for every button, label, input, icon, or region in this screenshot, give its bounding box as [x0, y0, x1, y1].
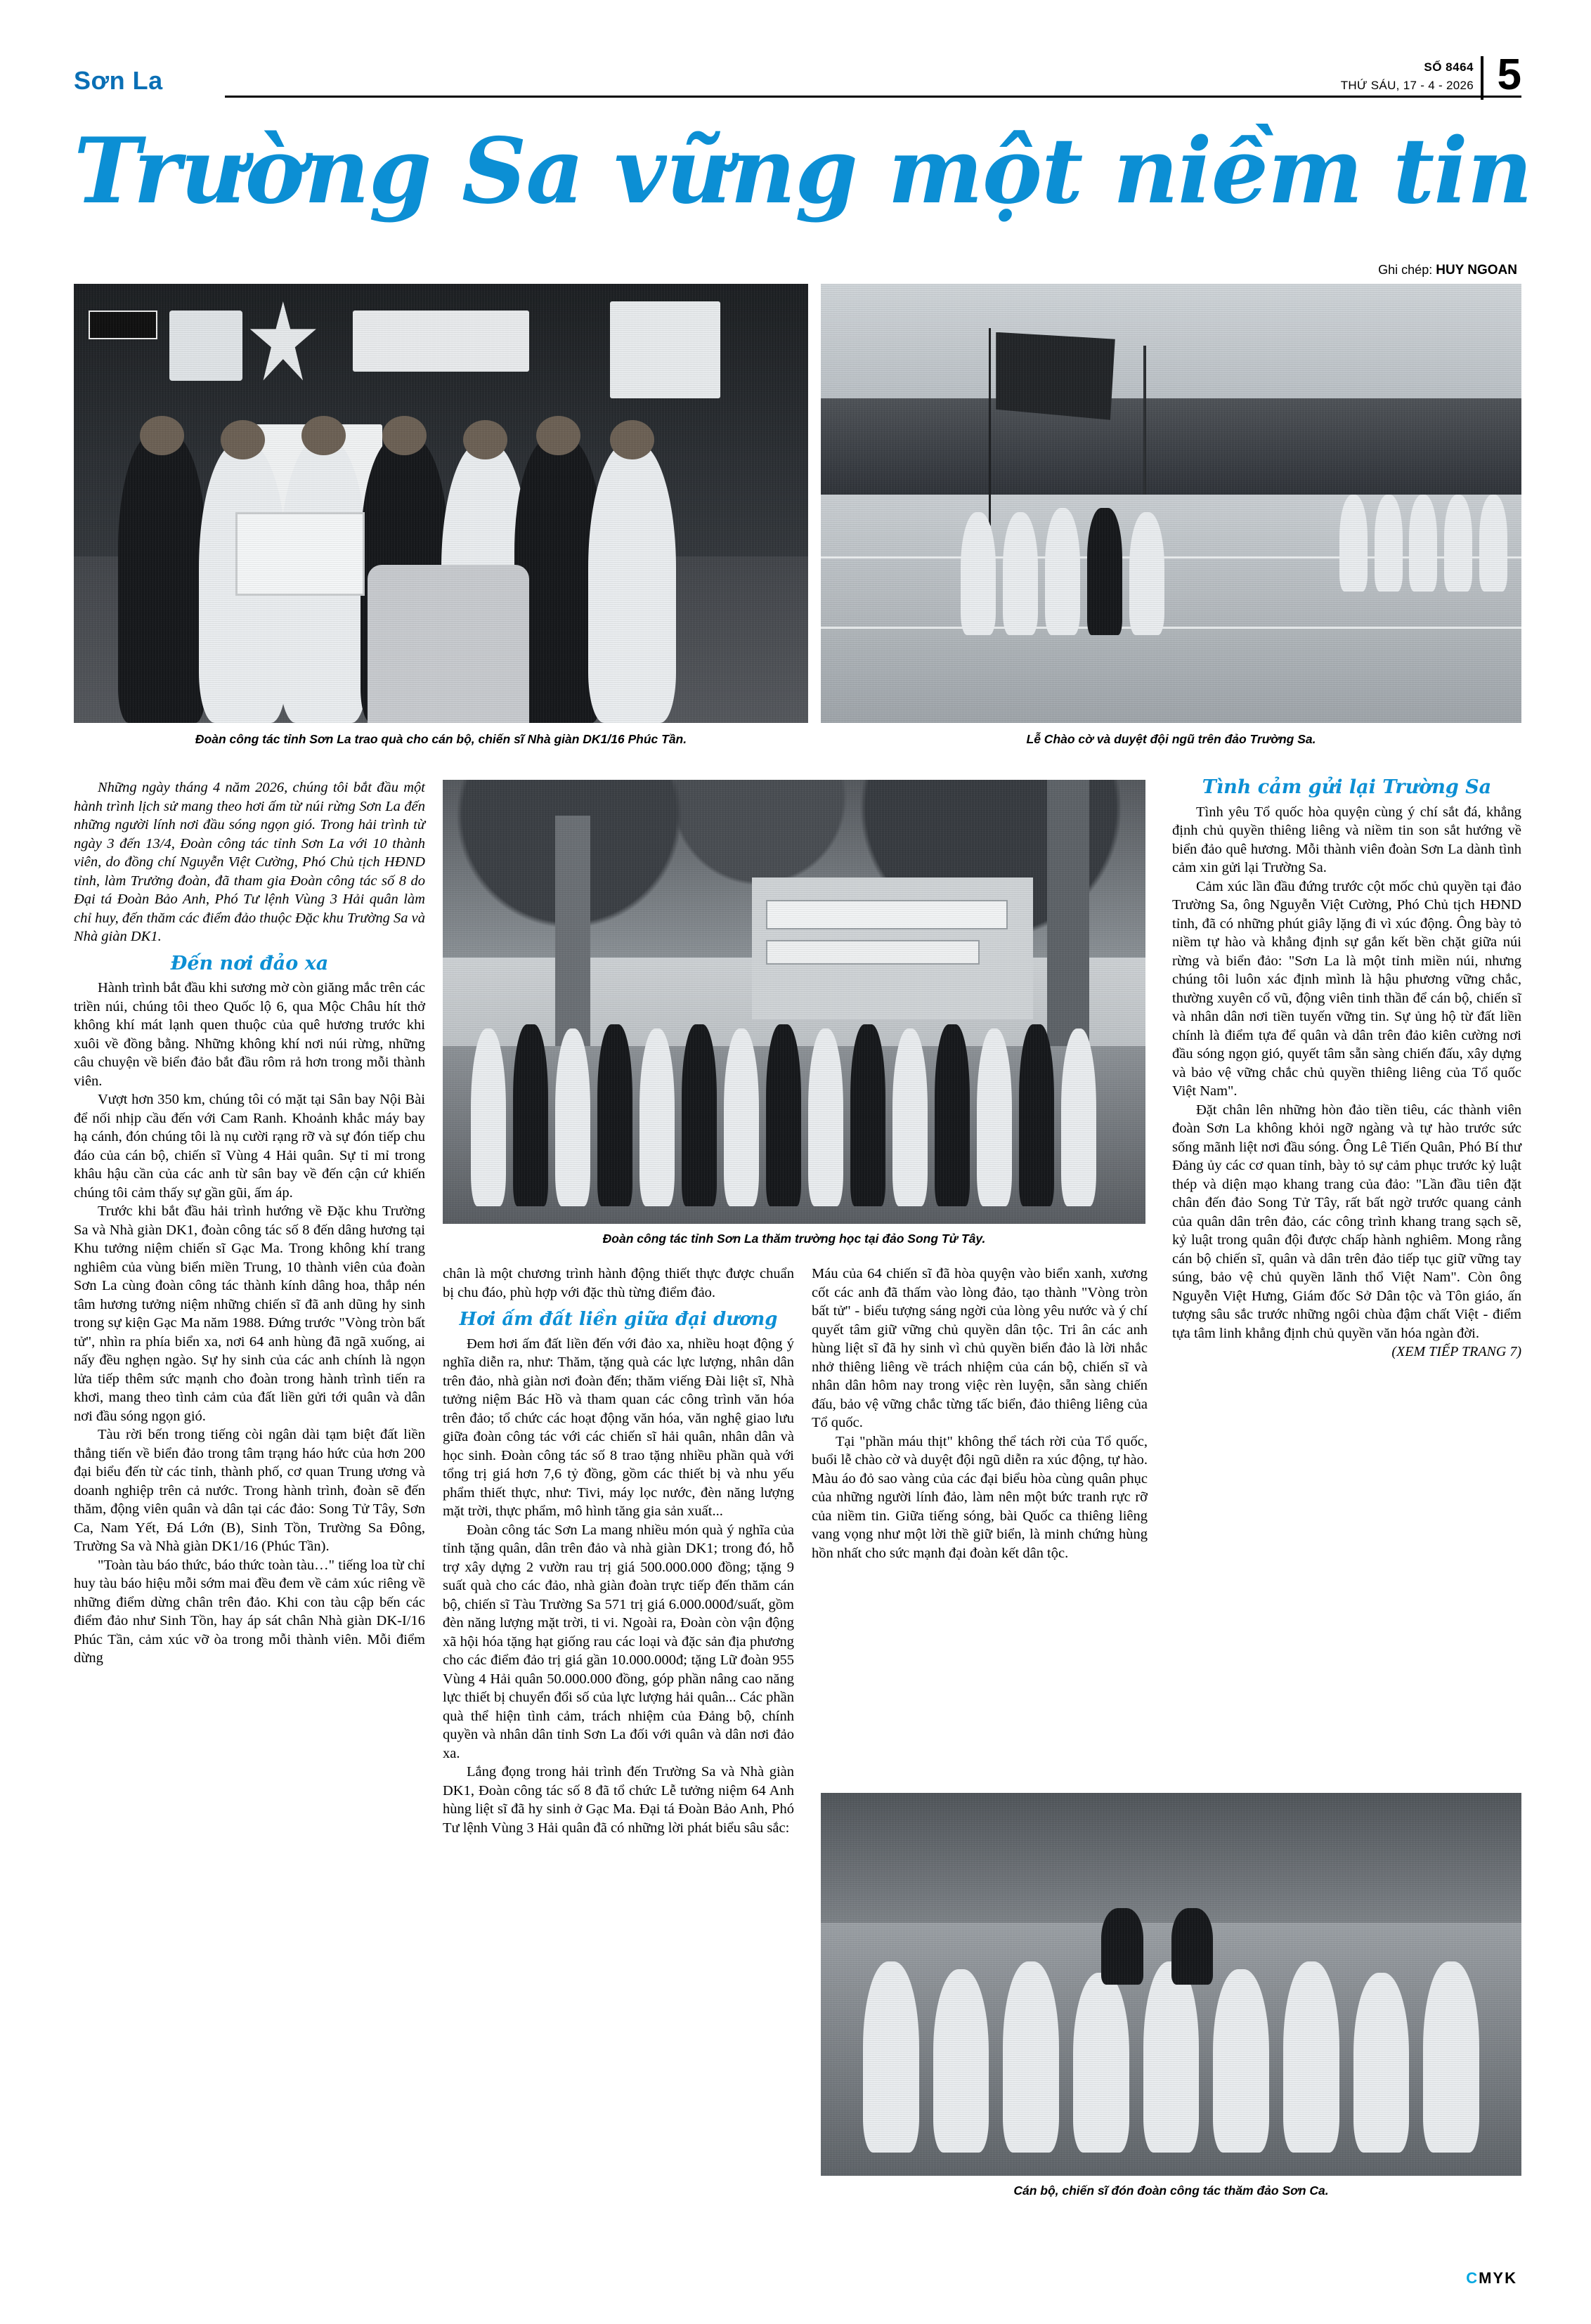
- issue-number: SỐ 8464: [1424, 60, 1474, 74]
- photo3-caption: Đoàn công tác tỉnh Sơn La thăm trường học tại đảo Song Tử Tây.: [602, 1232, 986, 1246]
- paragraph: Hành trình bắt đầu khi sương mờ còn giăng mắc trên các triền núi, chúng tôi theo Quốc lộ 6, qua Mộc Châu hít thở không khí mát lạnh quen thuộc của quê hương trước khi xuôi về đồng bằng. Những không khí nơi núi rừng, những câu chuyện về biển đảo bắt đầu rôm rả hơn trong mỗi thành viên.: [74, 980, 426, 1089]
- photo2-caption: Lễ Chào cờ và duyệt đội ngũ trên đảo Trường Sa.: [1026, 732, 1316, 746]
- photo-school-visit: [443, 780, 1145, 1224]
- byline: [1378, 263, 1517, 278]
- page-number: 5: [1497, 51, 1521, 99]
- photo1-caption: Đoàn công tác tỉnh Sơn La trao quà cho cán bộ, chiến sĩ Nhà giàn DK1/16 Phúc Tần.: [195, 732, 687, 746]
- paragraph: Máu của 64 chiến sĩ đã hòa quyện vào biển xanh, xương cốt các anh đã thấm vào lòng đảo, tạo thành "Vòng tròn bất tử" - biểu tượng sáng ngời của lòng yêu nước và ý chí quyết tâm giữ vững chủ quyền dân tộc. Tri ân các anh hùng liệt sĩ đã hy sinh vì chủ quyền biển đảo là lời nhắc nhở thiêng liêng về trách nhiệm của cán bộ, chiến sĩ và nhân dân hôm nay trong việc rèn luyện, sẵn sàng chiến đấu, bảo vệ vững chắc từng tấc biển, đảo thiêng liêng của Tổ quốc.: [812, 1266, 1148, 1430]
- page-title: Trường Sa vững một niềm tin: [74, 119, 1532, 224]
- photo-son-ca-welcome: [821, 1793, 1521, 2176]
- text-column-3: [812, 1265, 1148, 1562]
- text-column-2: [443, 1265, 794, 1837]
- byline-prefix: Ghi chép:: [1378, 263, 1433, 277]
- cmyk-mark: CMYK: [1466, 2269, 1517, 2287]
- paragraph: Tại "phần máu thịt" không thể tách rời của Tổ quốc, buổi lễ chào cờ và duyệt đội ngũ diễn ra xúc động, tự hào. Màu áo đỏ sao vàng của các đại biểu hòa cùng quân phục của những người lính đảo, làm nên một bức tranh rực rỡ của niềm tin. Giữa tiếng sóng, bài Quốc ca thiêng liêng vang vọng như một lời thề giữ biển, là minh chứng hùng hồn nhất cho sức mạnh đại đoàn kết dân tộc.: [812, 1433, 1148, 1561]
- paragraph: Đem hơi ấm đất liền đến với đảo xa, nhiều hoạt động ý nghĩa diễn ra, như: Thăm, tặng quà các lực lượng, nhân dân trên đảo, nhà giàn nơi đoàn đến; thăm viếng Đài liệt sĩ, Nhà tưởng niệm Bác Hồ và tham quan các công trình văn hóa trên đảo; tổ chức các hoạt động văn hóa, văn nghệ giao lưu giữa đoàn công tác với các chiến sĩ hải quân, nhân dân và học sinh. Đoàn công tác số 8 trao tặng nhiều phần quà với tổng trị giá hơn 7,6 tỷ đồng, gồm các thiết bị và nhu yếu phẩm thiết thực, như: Tivi, máy lọc nước, đèn năng lượng mặt trời, thực phẩm, mô hình tăng gia sản xuất...: [443, 1336, 794, 1519]
- masthead-rule: [225, 96, 1521, 98]
- paragraph: Vượt hơn 350 km, chúng tôi có mặt tại Sân bay Nội Bài để nối nhịp cầu đến với Cam Ranh. Khoảnh khắc máy bay hạ cánh, đón chúng tôi là nụ cười rạng rỡ và sự đón tiếp chu đáo của cán bộ, chiến sĩ Vùng 4 Hải quân. Sự tỉ mỉ trong khâu hậu cần của các anh từ sân bay về đến cận cứ khiến chúng tôi cảm thấy sự gần gũi, ấm áp.: [74, 1092, 425, 1201]
- continued-note: (XEM TIẾP TRANG 7): [1391, 1344, 1521, 1359]
- paper-name: Sơn La: [74, 66, 163, 95]
- photo4-caption: Cán bộ, chiến sĩ đón đoàn công tác thăm đảo Sơn Ca.: [1013, 2183, 1329, 2198]
- photo-dk1-gift: [74, 284, 808, 723]
- text-column-1: [74, 778, 425, 1668]
- text-column-4: [1172, 778, 1521, 1362]
- subheading-den-noi-dao-xa: Đến nơi đảo xa: [170, 952, 329, 974]
- issue-info: [1341, 60, 1474, 93]
- paragraph: Đặt chân lên những hòn đảo tiền tiêu, các thành viên đoàn Sơn La không khỏi ngỡ ngàng và tự hào trước sức sống mãnh liệt nơi đầu sóng. Ông Lê Tiến Quân, Phó Bí thư Đảng ủy các cơ quan tỉnh, bày tỏ sự cảm phục trước kỷ luật thép và diện mạo khang trang của đảo: "Lần đầu tiên đặt chân đến đảo Song Tử Tây, rất bất ngờ trước quang cảnh của quân dân trên đảo, các công trình khang trang sạch sẽ, kỷ luật trong quân đội được chấp hành nghiêm. Mong rằng cán bộ chiến sĩ, quân và dân trên đảo tiếp tục giữ vững tay súng, bảo vệ chủ quyền lãnh thổ Việt Nam". Còn ông Nguyễn Việt Hưng, Giám đốc Sở Dân tộc và Tôn giáo, ấn tượng sâu sắc trước những ngôi chùa đậm chất Việt - điểm tựa tâm linh khẳng định chủ quyền văn hóa ngàn đời.: [1172, 1102, 1521, 1341]
- paragraph: "Toàn tàu báo thức, báo thức toàn tàu…" tiếng loa từ chỉ huy tàu báo hiệu mỗi sớm mai đều đem về cảm xúc riêng về những điểm dừng chân trên đảo. Khi con tàu cập bến các điểm đảo như Sinh Tồn, hay áp sát chân Nhà giàn DK-I/16 Phúc Tần, cảm xúc vỡ òa trong mỗi thành viên. Mỗi điểm dừng: [74, 1557, 425, 1666]
- paragraph: Đoàn công tác Sơn La mang nhiều món quà ý nghĩa của tỉnh tặng quân, dân trên đảo và nhà giàn DK1; trong đó, hỗ trợ xây dựng 2 vườn rau trị giá 500.000.000 đồng; tặng 9 suất quà cho các đảo, nhà giàn đoàn trực tiếp đến thăm cán bộ, chiến sĩ Tàu Trường Sa 571 trị giá 6.000.000đ/suất, gồm đèn năng lượng mặt trời, ti vi. Ngoài ra, Đoàn còn vận động xã hội hóa tặng hạt giống rau các loại và đặc sản địa phương cho các điểm đảo trị giá gần 10.000.000đ; tặng Lữ đoàn 955 Vùng 4 Hải quân 50.000.000 đồng, góp phần nâng cao năng lực thiết bị chuyển đổi số của lực lượng hải quân... Các phần quà thể hiện tình cảm, trách nhiệm của Đảng bộ, chính quyền và nhân dân tỉnh Sơn La đối với quân và dân nơi đảo xa.: [443, 1522, 794, 1761]
- paragraph: Lắng đọng trong hải trình đến Trường Sa và Nhà giàn DK1, Đoàn công tác số 8 đã tổ chức Lễ tưởng niệm 64 Anh hùng liệt sĩ đã hy sinh ở Gạc Ma. Đại tá Đoàn Bảo Anh, Phó Tư lệnh Vùng 3 Hải quân đã có những lời phát biểu sâu sắc:: [443, 1764, 794, 1836]
- paragraph: chân là một chương trình hành động thiết thực được chuẩn bị chu đáo, phù hợp với đặc thù từng điểm đảo.: [443, 1266, 794, 1300]
- masthead: [74, 51, 1521, 108]
- paragraph: Tình yêu Tổ quốc hòa quyện cùng ý chí sắt đá, khẳng định chủ quyền thiêng liêng và niềm tin son sắt hướng về biển đảo quê hương. Mỗi thành viên đoàn Sơn La dành tình cảm xin gửi lại Trường Sa.: [1172, 804, 1521, 875]
- photo-flag-ceremony: [821, 284, 1521, 723]
- paragraph: Cảm xúc lần đầu đứng trước cột mốc chủ quyền tại đảo Trường Sa, ông Nguyễn Việt Cường, Phó Chủ tịch HĐND tỉnh, đã có những phút giây lặng đi vì xúc động. Ông bày tỏ niềm tự hào và khẳng định sự gắn kết bền chặt giữa núi rừng và biển đảo: "Sơn La là một tỉnh miền núi, nhưng chúng tôi luôn xác định mình là hậu phương vững chắc, thường xuyên cổ vũ, động viên tinh thần để cán bộ, chiến sĩ và nhân dân nơi tiền tuyến vững tin. Sự ủng hộ từ đất liền chính là điểm tựa để quân và dân trên đảo kiên cường nơi đầu sóng ngọn gió, quyết tâm sẵn sàng chiến đấu, xây dựng và bảo vệ vững chắc chủ quyền thiêng liêng của Tổ quốc Việt Nam".: [1172, 878, 1521, 1099]
- byline-author: HUY NGOAN: [1436, 263, 1517, 278]
- page-number-divider: [1481, 56, 1483, 100]
- lead-paragraph: Những ngày tháng 4 năm 2026, chúng tôi bắt đầu một hành trình lịch sử mang theo hơi ấm từ núi rừng Sơn La đến những người lính nơi đầu sóng ngọn gió. Trong hải trình từ ngày 3 đến 13/4, Đoàn công tác tỉnh Sơn La với 10 thành viên, do đồng chí Nguyễn Việt Cường, Phó Chủ tịch HĐND tỉnh, làm Trưởng đoàn, đã tham gia Đoàn công tác số 8 do Đại tá Đoàn Bảo Anh, Phó Tư lệnh Vùng 3 Hải quân làm chỉ huy, đến thăm các điểm đảo thuộc Đặc khu Trường Sa và Nhà giàn DK1.: [74, 780, 425, 944]
- subheading-tinh-cam-gui-lai: Tình cảm gửi lại Trường Sa: [1202, 776, 1492, 798]
- paragraph: Trước khi bắt đầu hải trình hướng về Đặc khu Trường Sa và Nhà giàn DK1, đoàn công tác số 8 đến dâng hương tại Khu tưởng niệm chiến sĩ Gạc Ma. Trong không khí trang nghiêm của vùng biển miền Trung, 10 thành viên của đoàn Sơn La cùng đoàn công tác thành kính dâng hoa, thắp nén tâm hương tưởng niệm những chiến sĩ đã anh dũng hy sinh trong sự kiện Gạc Ma năm 1988. Đứng trước "Vòng tròn bất tử", nhìn ra phía biển xa, nơi 64 anh hùng đã ngã xuống, ai nấy đều nghẹn ngào. Sự hy sinh của các anh chính là ngọn lửa tiếp thêm sức mạnh cho đoàn trong hành trình tiến ra khơi, mang theo tình cảm của đất liền gửi tới quân và dân nơi đầu sóng ngọn gió.: [74, 1203, 425, 1424]
- issue-date: THỨ SÁU, 17 - 4 - 2026: [1340, 79, 1474, 92]
- subheading-hoi-am-dat-lien: Hơi ấm đất liền giữa đại dương: [459, 1309, 778, 1330]
- paragraph: Tàu rời bến trong tiếng còi ngân dài tạm biệt đất liền thẳng tiến về biển đảo trong tâm trạng háo hức của hơn 200 đại biểu đến từ các tỉnh, thành phố, cơ quan Trung ương và doanh nghiệp trên cả nước. Trong hành trình, đoàn sẽ đến thăm, động viên quân và dân tại các đảo: Song Tử Tây, Sơn Ca, Nam Yết, Đá Lớn (B), Sinh Tồn, Trường Sa Đông, Trường Sa và Nhà giàn DK1/16 (Phúc Tần).: [74, 1427, 425, 1554]
